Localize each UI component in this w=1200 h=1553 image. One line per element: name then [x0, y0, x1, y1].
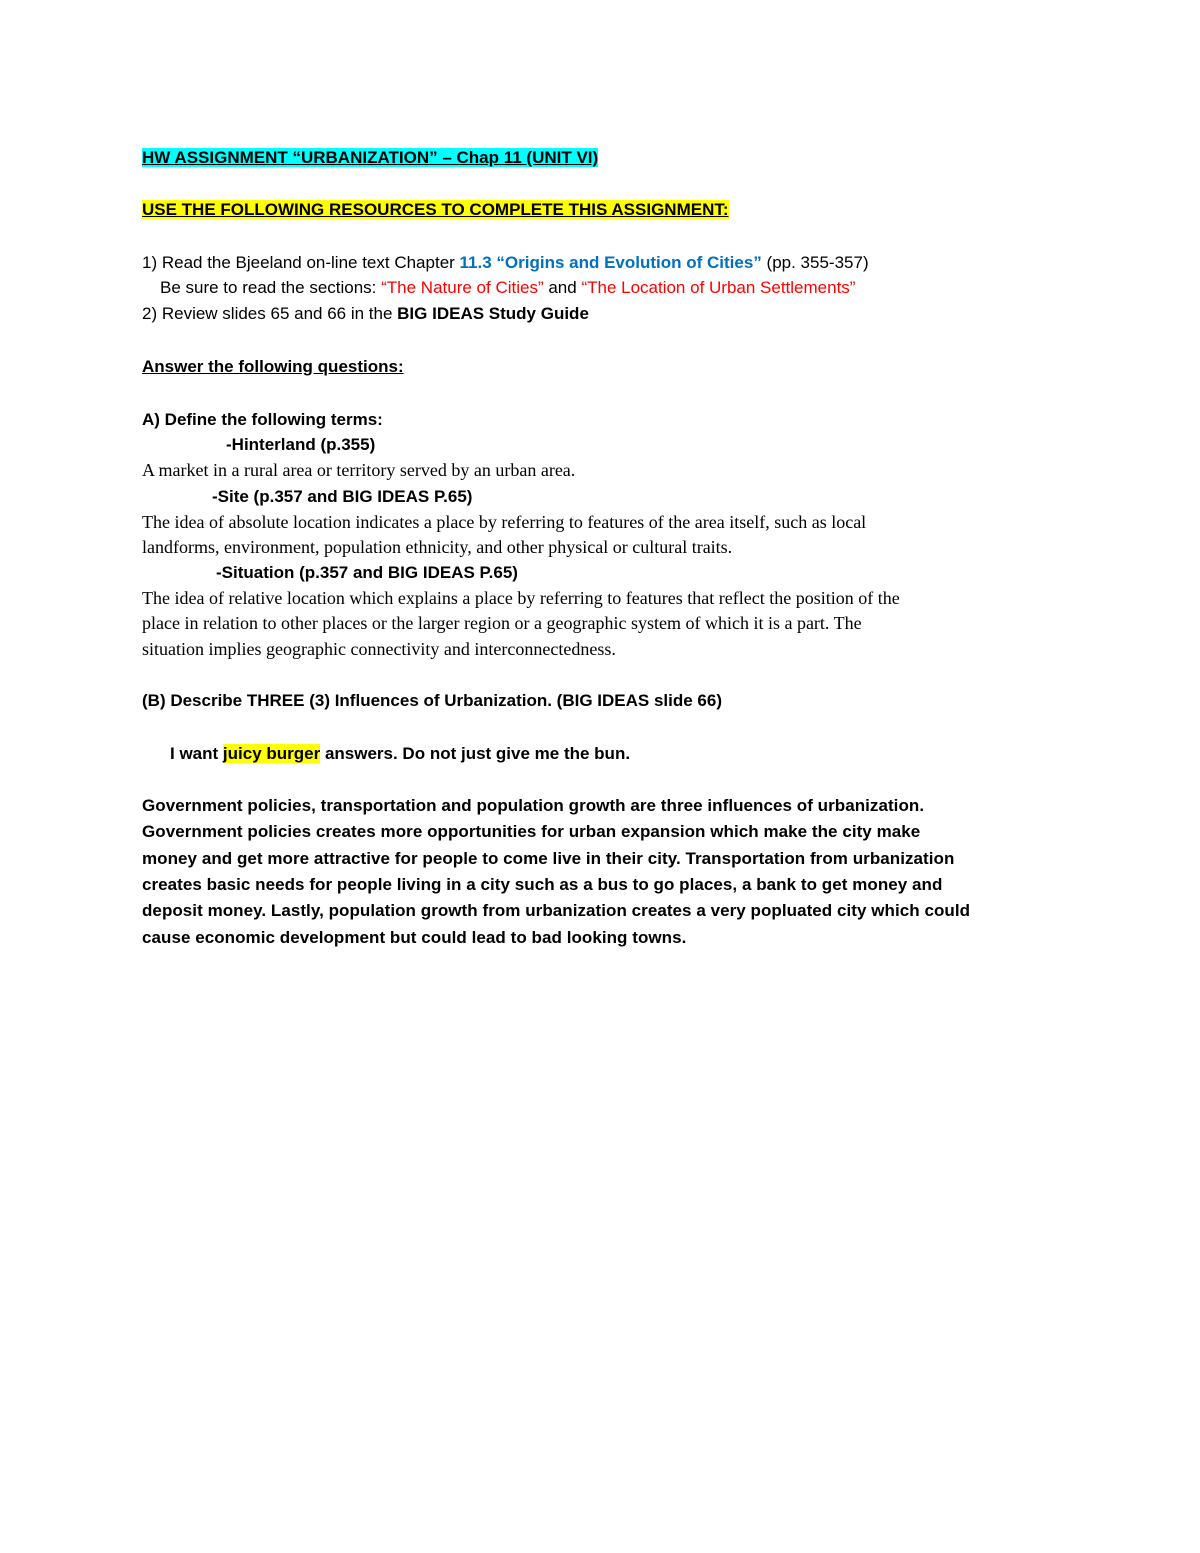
instructor-note	[170, 743, 630, 765]
definition-hinterland: A market in a rural area or territory served by an urban area.	[142, 460, 576, 480]
section-nature-of-cities: “The Nature of Cities”	[381, 278, 544, 297]
part-a-heading: A) Define the following terms:	[142, 410, 383, 429]
term-situation: -Situation (p.357 and BIG IDEAS P.65)	[216, 563, 518, 582]
part-b-heading: (B) Describe THREE (3) Influences of Urbanization. (BIG IDEAS slide 66)	[142, 691, 722, 710]
term-hinterland: -Hinterland (p.355)	[226, 435, 376, 454]
definition-site-line-2: landforms, environment, population ethnicity, and other physical or cultural traits.	[142, 537, 733, 557]
definition-situation-line-2: place in relation to other places or the larger region or a geographic system of which it is a part. The	[142, 613, 862, 633]
questions-heading: Answer the following questions:	[142, 357, 404, 376]
step-2	[142, 303, 589, 325]
chapter-reference: 11.3 “Origins and Evolution of Cities”	[459, 253, 762, 272]
sections-and: and	[543, 278, 582, 297]
answer-line: Government policies, transportation and population growth are three influences of urbanization.	[142, 796, 925, 815]
assignment-title	[142, 147, 598, 169]
answer-line: money and get more attractive for people to come live in their city. Transportation from urbanization	[142, 849, 955, 868]
definition-situation-line-3: situation implies geographic connectivity and interconnectedness.	[142, 639, 616, 659]
note-highlight: juicy burger	[222, 744, 321, 763]
study-guide-name: BIG IDEAS Study Guide	[397, 304, 589, 323]
step-1-pages: (pp. 355-357)	[761, 253, 869, 272]
step-1-prefix: 1) Read the Bjeeland on-line text Chapter	[142, 253, 460, 272]
resources-highlight: USE THE FOLLOWING RESOURCES TO COMPLETE THIS ASSIGNMENT:	[142, 200, 729, 219]
answer-line: Government policies creates more opportunities for urban expansion which make the city make	[142, 822, 921, 841]
definition-site-line-1: The idea of absolute location indicates a place by referring to features of the area itself, such as local	[142, 512, 867, 532]
answer-line: deposit money. Lastly, population growth from urbanization creates a very popluated city which could	[142, 901, 971, 920]
title-highlight: HW ASSIGNMENT “URBANIZATION” – Chap 11 (UNIT VI)	[142, 148, 599, 167]
note-suffix: answers. Do not just give me the bun.	[320, 744, 631, 763]
resources-heading	[142, 199, 729, 221]
step-1	[142, 252, 869, 274]
note-prefix: I want	[170, 744, 223, 763]
definition-situation-line-1: The idea of relative location which explains a place by referring to features that reflect the position of the	[142, 588, 900, 608]
answer-line: creates basic needs for people living in a city such as a bus to go places, a bank to get money and	[142, 875, 943, 894]
sections-prefix: Be sure to read the sections:	[160, 278, 382, 297]
section-location-urban-settlements: “The Location of Urban Settlements”	[581, 278, 856, 297]
step-2-prefix: 2) Review slides 65 and 66 in the	[142, 304, 398, 323]
answer-line: cause economic development but could lead to bad looking towns.	[142, 928, 687, 947]
term-site: -Site (p.357 and BIG IDEAS P.65)	[212, 487, 473, 506]
step-1-sections	[160, 277, 855, 299]
